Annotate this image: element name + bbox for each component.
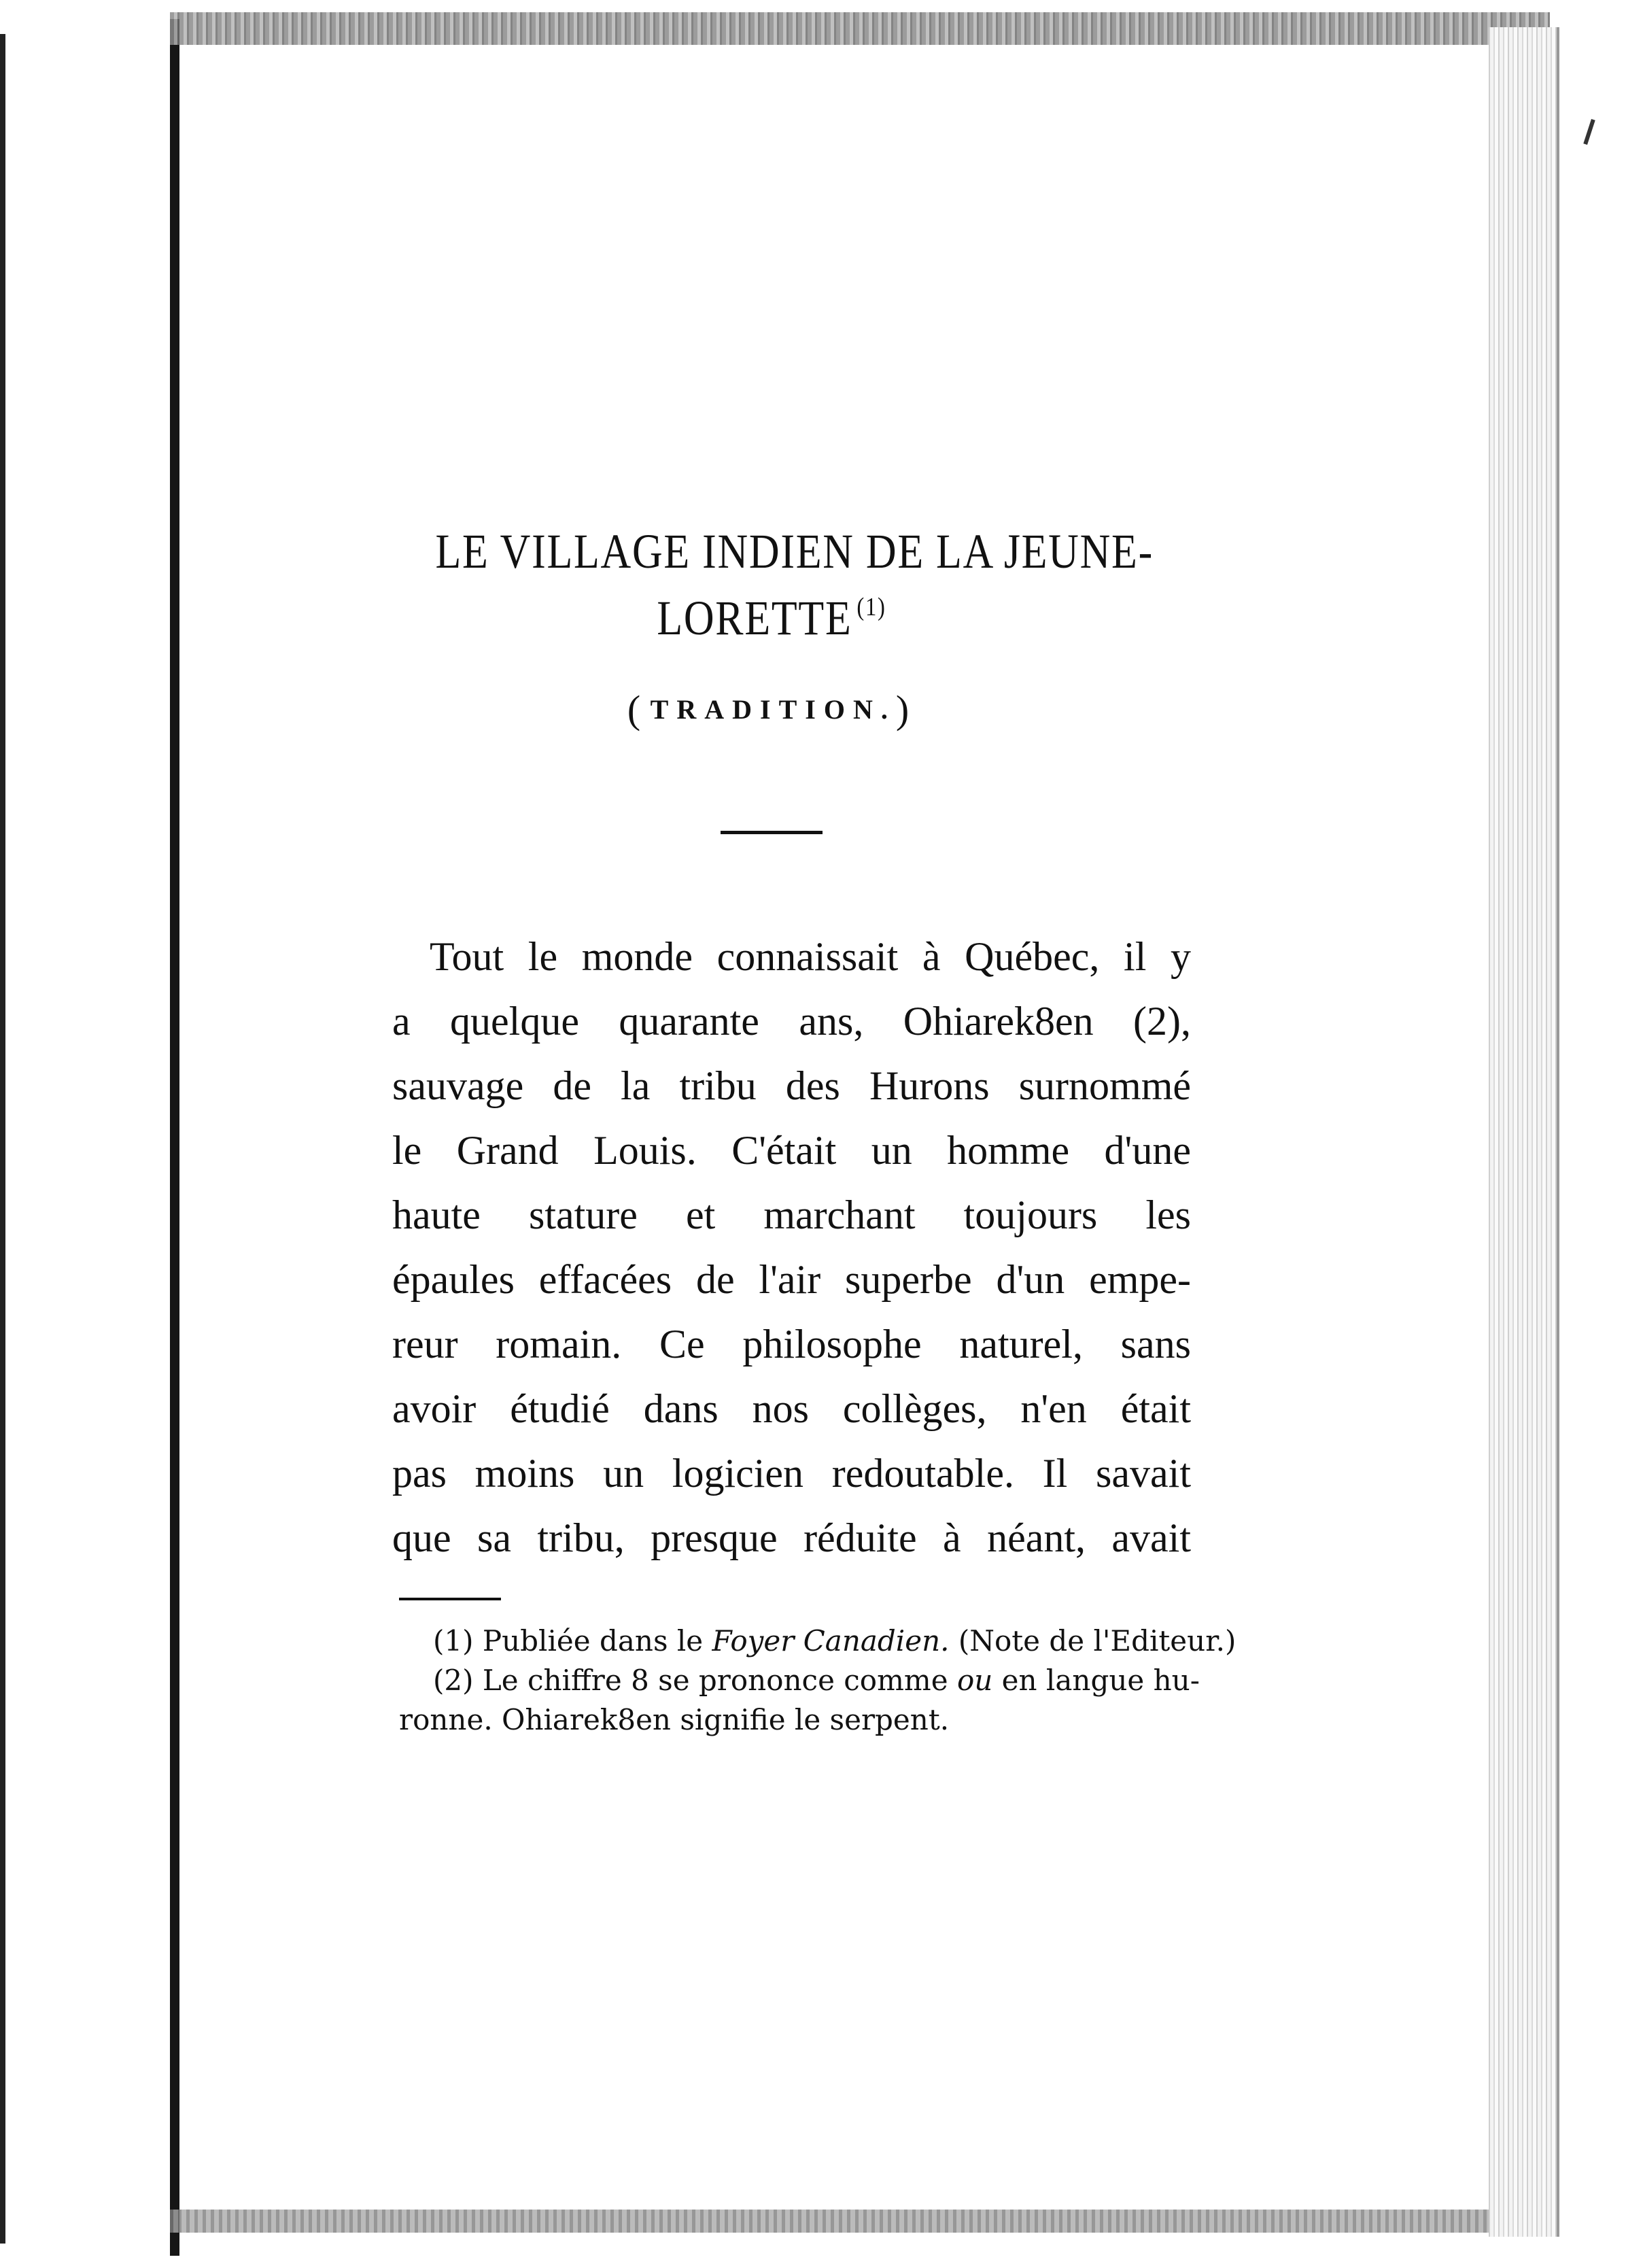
chapter-title-line-2: [436, 579, 1108, 646]
body-line: que sa tribu, presque réduite à néant, avait: [392, 1515, 1191, 1560]
left-scan-edge: [0, 34, 5, 2244]
footnote-2-italic: ou: [956, 1664, 993, 1697]
top-scan-border: [170, 12, 1550, 45]
footnote-1-note: (Note de l'Editeur.): [958, 1624, 1236, 1657]
chapter-title-word: LORETTE: [657, 591, 852, 645]
footnote-2-continuation: ronne. Ohiarek8en signifie le serpent.: [399, 1703, 950, 1736]
body-line: a quelque quarante ans, Ohiarek8en (2),: [392, 999, 1191, 1044]
body-line: le Grand Louis. C'était un homme d'une: [392, 1128, 1191, 1173]
footnote-1: [399, 1621, 1236, 1661]
body-line: épaules effacées de l'air superbe d'un empe-: [392, 1257, 1191, 1302]
chapter-subtitle: [598, 687, 938, 732]
page-stack-edges: [1489, 27, 1557, 2237]
body-line: haute stature et marchant toujours les: [392, 1192, 1191, 1237]
chapter-title-line-1: LE VILLAGE INDIEN DE LA JEUNE-: [435, 524, 1154, 579]
margin-mark: [1583, 119, 1595, 145]
section-divider: [721, 831, 823, 834]
footnote-2-number: (2): [433, 1664, 474, 1697]
footnote-1-number: (1): [433, 1624, 474, 1657]
body-paragraph: [392, 925, 1191, 1570]
book-spine-edge: [170, 19, 179, 2256]
facing-page-blank: [0, 0, 170, 2268]
chapter-title: [435, 523, 1154, 646]
bottom-scan-border: [170, 2210, 1550, 2233]
footnote-divider: [399, 1598, 501, 1600]
body-line: avoir étudié dans nos collèges, n'en était: [392, 1386, 1191, 1431]
footnote-2: [399, 1661, 1200, 1700]
footnotes: [399, 1621, 1236, 1740]
body-line: reur romain. Ce philosophe naturel, sans: [392, 1322, 1191, 1367]
body-line: pas moins un logicien redoutable. Il savait: [392, 1451, 1191, 1496]
body-line: Tout le monde connaissait à Québec, il y: [430, 934, 1191, 979]
body-line: sauvage de la tribu des Hurons surnommé: [392, 1063, 1191, 1108]
subtitle-open-paren: (: [627, 687, 641, 732]
footnote-2-text: Le chiffre 8 se prononce comme: [482, 1664, 948, 1697]
right-scan-edge: [1557, 27, 1559, 2237]
footnote-1-italic: Foyer Canadien.: [712, 1624, 950, 1657]
subtitle-close-paren: ): [895, 687, 910, 732]
footnote-1-text: Publiée dans le: [482, 1624, 704, 1657]
subtitle-word: TRADITION.: [650, 694, 896, 725]
footnote-reference: (1): [857, 593, 886, 621]
footnote-2-text-end: en langue hu-: [1001, 1664, 1200, 1697]
